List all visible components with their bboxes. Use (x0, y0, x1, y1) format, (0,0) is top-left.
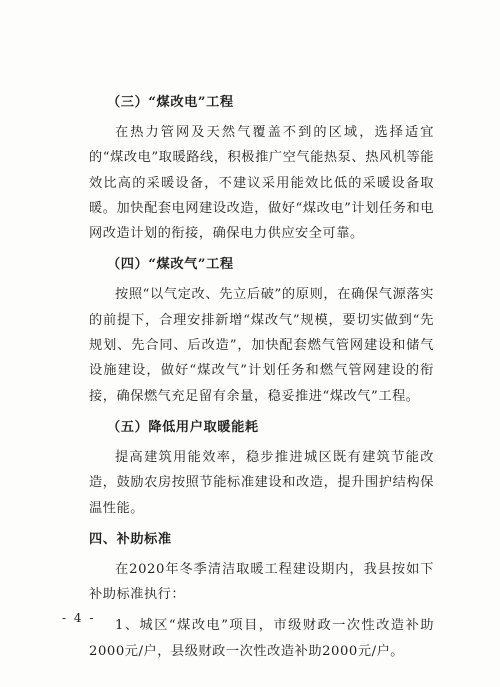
section-heading: （三）“煤改电”工程 (107, 95, 234, 110)
section-paragraph: 1、城区“煤改电”项目，市级财政一次性改造补助2000元/户，县级财政一次性改造补助2000元/户。 (89, 618, 434, 659)
section-heading: （五）降低用户取暖能耗 (107, 419, 259, 435)
section-paragraph: 在热力管网及天然气覆盖不到的区域，选择适宜的“煤改电”取暖路线，积极推广空气能热泵、热风机等能效比高的采暖设备，不建议采用能效比低的采暖设备取暖。加快配套电网建设改造，做好“煤改电”计划任务和电网改造计划的衔接，确保电力供应安全可靠。 (89, 125, 434, 242)
section-paragraph: 在2020年冬季清洁取暖工程建设期内，我县按如下补助标准执行： (89, 561, 434, 603)
section-paragraph: 按照“以气定改、先立后破”的原则，在确保气源落实的前提下，合理安排新增“煤改气”规模，要切实做到“先规划、先合同、后改造”，加快配套燃气管网建设和储气设施建设，做好“煤改气”计划任务和燃气管网建设的衔接，确保燃气充足留有余量，稳妥推进“煤改气”工程。 (89, 287, 434, 404)
section-paragraph: 提高建筑用能效率，稳步推进城区既有建筑节能改造，鼓励农房按照节能标准建设和改造，提升围护结构保温性能。 (89, 449, 434, 516)
section-reduce-energy-use (89, 417, 434, 521)
page-number: - 4 - (62, 611, 96, 625)
document-body (89, 92, 434, 664)
section-coal-to-electricity (89, 92, 434, 246)
section-coal-to-gas (89, 254, 434, 408)
section-subsidy-standard (89, 529, 434, 664)
section-heading: 四、补助标准 (89, 531, 172, 547)
section-heading: （四）“煤改气”工程 (107, 257, 234, 273)
